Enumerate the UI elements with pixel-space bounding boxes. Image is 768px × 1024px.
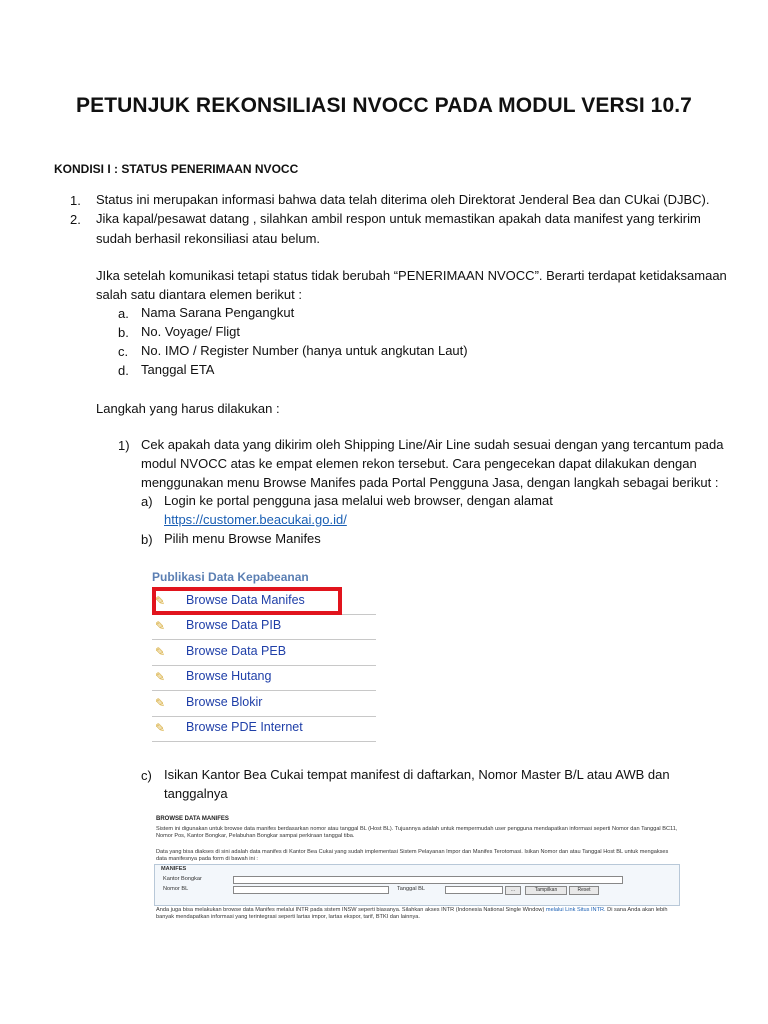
- nomor-bl-label: Nomor BL: [163, 886, 189, 892]
- menu-item-browse-blokir[interactable]: [152, 691, 376, 717]
- element-item-d: Tanggal ETA: [141, 362, 215, 377]
- list-item-2-line2: sudah berhasil rekonsiliasi atau belum.: [96, 231, 321, 246]
- form-note-text-2: Di sana Anda akan lebih banyak mendapatkan informasi yang terintegrasi seperti lartas impor, lartas ekspor, tarif, BTKI dan lainnya.: [156, 907, 668, 921]
- form-note-text: Anda juga bisa melakukan browse data Manifes melalui INTR pada sistem INSW seperti biasanya. Silahkan akses INTR (Indonesia National Single Window): [156, 907, 545, 913]
- menu-heading: Publikasi Data Kepabeanan: [152, 570, 309, 584]
- kantor-bongkar-select[interactable]: [233, 876, 623, 884]
- menu-item-label: Browse Data PEB: [186, 644, 287, 658]
- menu-item-label: Browse PDE Internet: [186, 720, 303, 734]
- nomor-bl-input[interactable]: [233, 886, 389, 894]
- manifes-form-box: [154, 864, 680, 906]
- steps-heading: Langkah yang harus dilakukan :: [96, 401, 280, 416]
- element-number-b: b.: [118, 325, 129, 340]
- step1-line3: menggunakan menu Browse Manifes pada Portal Pengguna Jasa, dengan langkah sebagai berikut :: [141, 475, 719, 490]
- portal-link[interactable]: https://customer.beacukai.go.id/: [164, 512, 347, 527]
- pencil-icon: ✎: [155, 670, 166, 684]
- menu-item-browse-peb[interactable]: [152, 640, 376, 666]
- step-number-1: 1): [118, 438, 130, 453]
- list-item-2-line1: Jika kapal/pesawat datang , silahkan ambil respon untuk memastikan apakah data manifest yang terkirim: [96, 211, 701, 226]
- pencil-icon: ✎: [155, 619, 166, 633]
- element-number-a: a.: [118, 306, 129, 321]
- status-paragraph-line1: JIka setelah komunikasi tetapi status tidak berubah “PENERIMAAN NVOCC”. Berarti terdapat ketidaksamaan: [96, 268, 727, 283]
- intr-link[interactable]: melalui Link Situs INTR.: [545, 907, 606, 913]
- element-item-b: No. Voyage/ Fligt: [141, 324, 240, 339]
- document-title: PETUNJUK REKONSILIASI NVOCC PADA MODUL VERSI 10.7: [76, 94, 692, 117]
- tanggal-bl-input[interactable]: [445, 886, 503, 894]
- status-paragraph-line2: salah satu diantara elemen berikut :: [96, 287, 302, 302]
- substep-number-b: b): [141, 532, 153, 547]
- tampilkan-button[interactable]: Tampilkan: [525, 886, 567, 895]
- substep-c-line2: tanggalnya: [164, 786, 228, 801]
- form-description-1: Sistem ini digunakan untuk browse data manifes berdasarkan nomor atau tanggal BL (Host BL). Tujuannya adalah untuk mempermudah user pengguna mendapatkan informasi seperti Nomor dan Tanggal BC11, Nomor Pos, Kantor Bongkar, Pelabuhan Bongkar sampai perkiraan tanggal tiba.: [156, 826, 678, 840]
- substep-number-c: c): [141, 768, 152, 783]
- substep-number-a: a): [141, 494, 153, 509]
- form-heading: BROWSE DATA MANIFES: [156, 816, 229, 822]
- form-description-2: Data yang bisa diakses di sini adalah data manifes di Kantor Bea Cukai yang sudah implementasi Sistem Pelayanan Impor dan Manifes Terotomasi. Isikan Nomor dan atau Tanggal Host BL untuk mengakses data manifesnya pada form di bawah ini :: [156, 849, 669, 863]
- highlight-box: [152, 587, 342, 615]
- section-heading: KONDISI I : STATUS PENERIMAAN NVOCC: [54, 162, 299, 176]
- date-picker-button[interactable]: ...: [505, 886, 521, 895]
- pencil-icon: ✎: [155, 645, 166, 659]
- element-item-a: Nama Sarana Pengangkut: [141, 305, 295, 320]
- form-description-3: [156, 907, 678, 921]
- pencil-icon: ✎: [155, 594, 166, 608]
- list-number-2: 2.: [70, 212, 81, 227]
- substep-b-text: Pilih menu Browse Manifes: [164, 531, 321, 546]
- element-number-c: c.: [118, 344, 129, 359]
- list-number-1: 1.: [70, 193, 81, 208]
- pencil-icon: ✎: [155, 721, 166, 735]
- tanggal-bl-label: Tanggal BL: [397, 886, 425, 892]
- list-item-1: Status ini merupakan informasi bahwa data telah diterima oleh Direktorat Jenderal Bea dan CUkai (DJBC).: [96, 192, 710, 207]
- menu-item-browse-hutang[interactable]: [152, 665, 376, 691]
- step1-line2: modul NVOCC atas ke empat elemen rekon tersebut. Cara pengecekan dapat dilakukan dengan: [141, 456, 697, 471]
- browse-form-screenshot: [154, 814, 680, 924]
- menu-item-browse-pde[interactable]: [152, 716, 376, 742]
- menu-item-label: Browse Data Manifes: [186, 593, 305, 607]
- menu-item-browse-pib[interactable]: [152, 614, 376, 640]
- pencil-icon: ✎: [155, 696, 166, 710]
- form-box-title: MANIFES: [161, 866, 187, 872]
- kantor-label: Kantor Bongkar: [163, 876, 202, 882]
- step1-line1: Cek apakah data yang dikirim oleh Shipping Line/Air Line sudah sesuai dengan yang tercantum pada: [141, 437, 724, 452]
- menu-item-label: Browse Blokir: [186, 695, 263, 709]
- substep-a-text: Login ke portal pengguna jasa melalui web browser, dengan alamat: [164, 493, 553, 508]
- menu-item-label: Browse Hutang: [186, 669, 272, 683]
- element-number-d: d.: [118, 363, 129, 378]
- reset-button[interactable]: Reset: [569, 886, 599, 895]
- substep-c-line1: Isikan Kantor Bea Cukai tempat manifest di daftarkan, Nomor Master B/L atau AWB dan: [164, 767, 670, 782]
- element-item-c: No. IMO / Register Number (hanya untuk angkutan Laut): [141, 343, 468, 358]
- menu-item-label: Browse Data PIB: [186, 618, 282, 632]
